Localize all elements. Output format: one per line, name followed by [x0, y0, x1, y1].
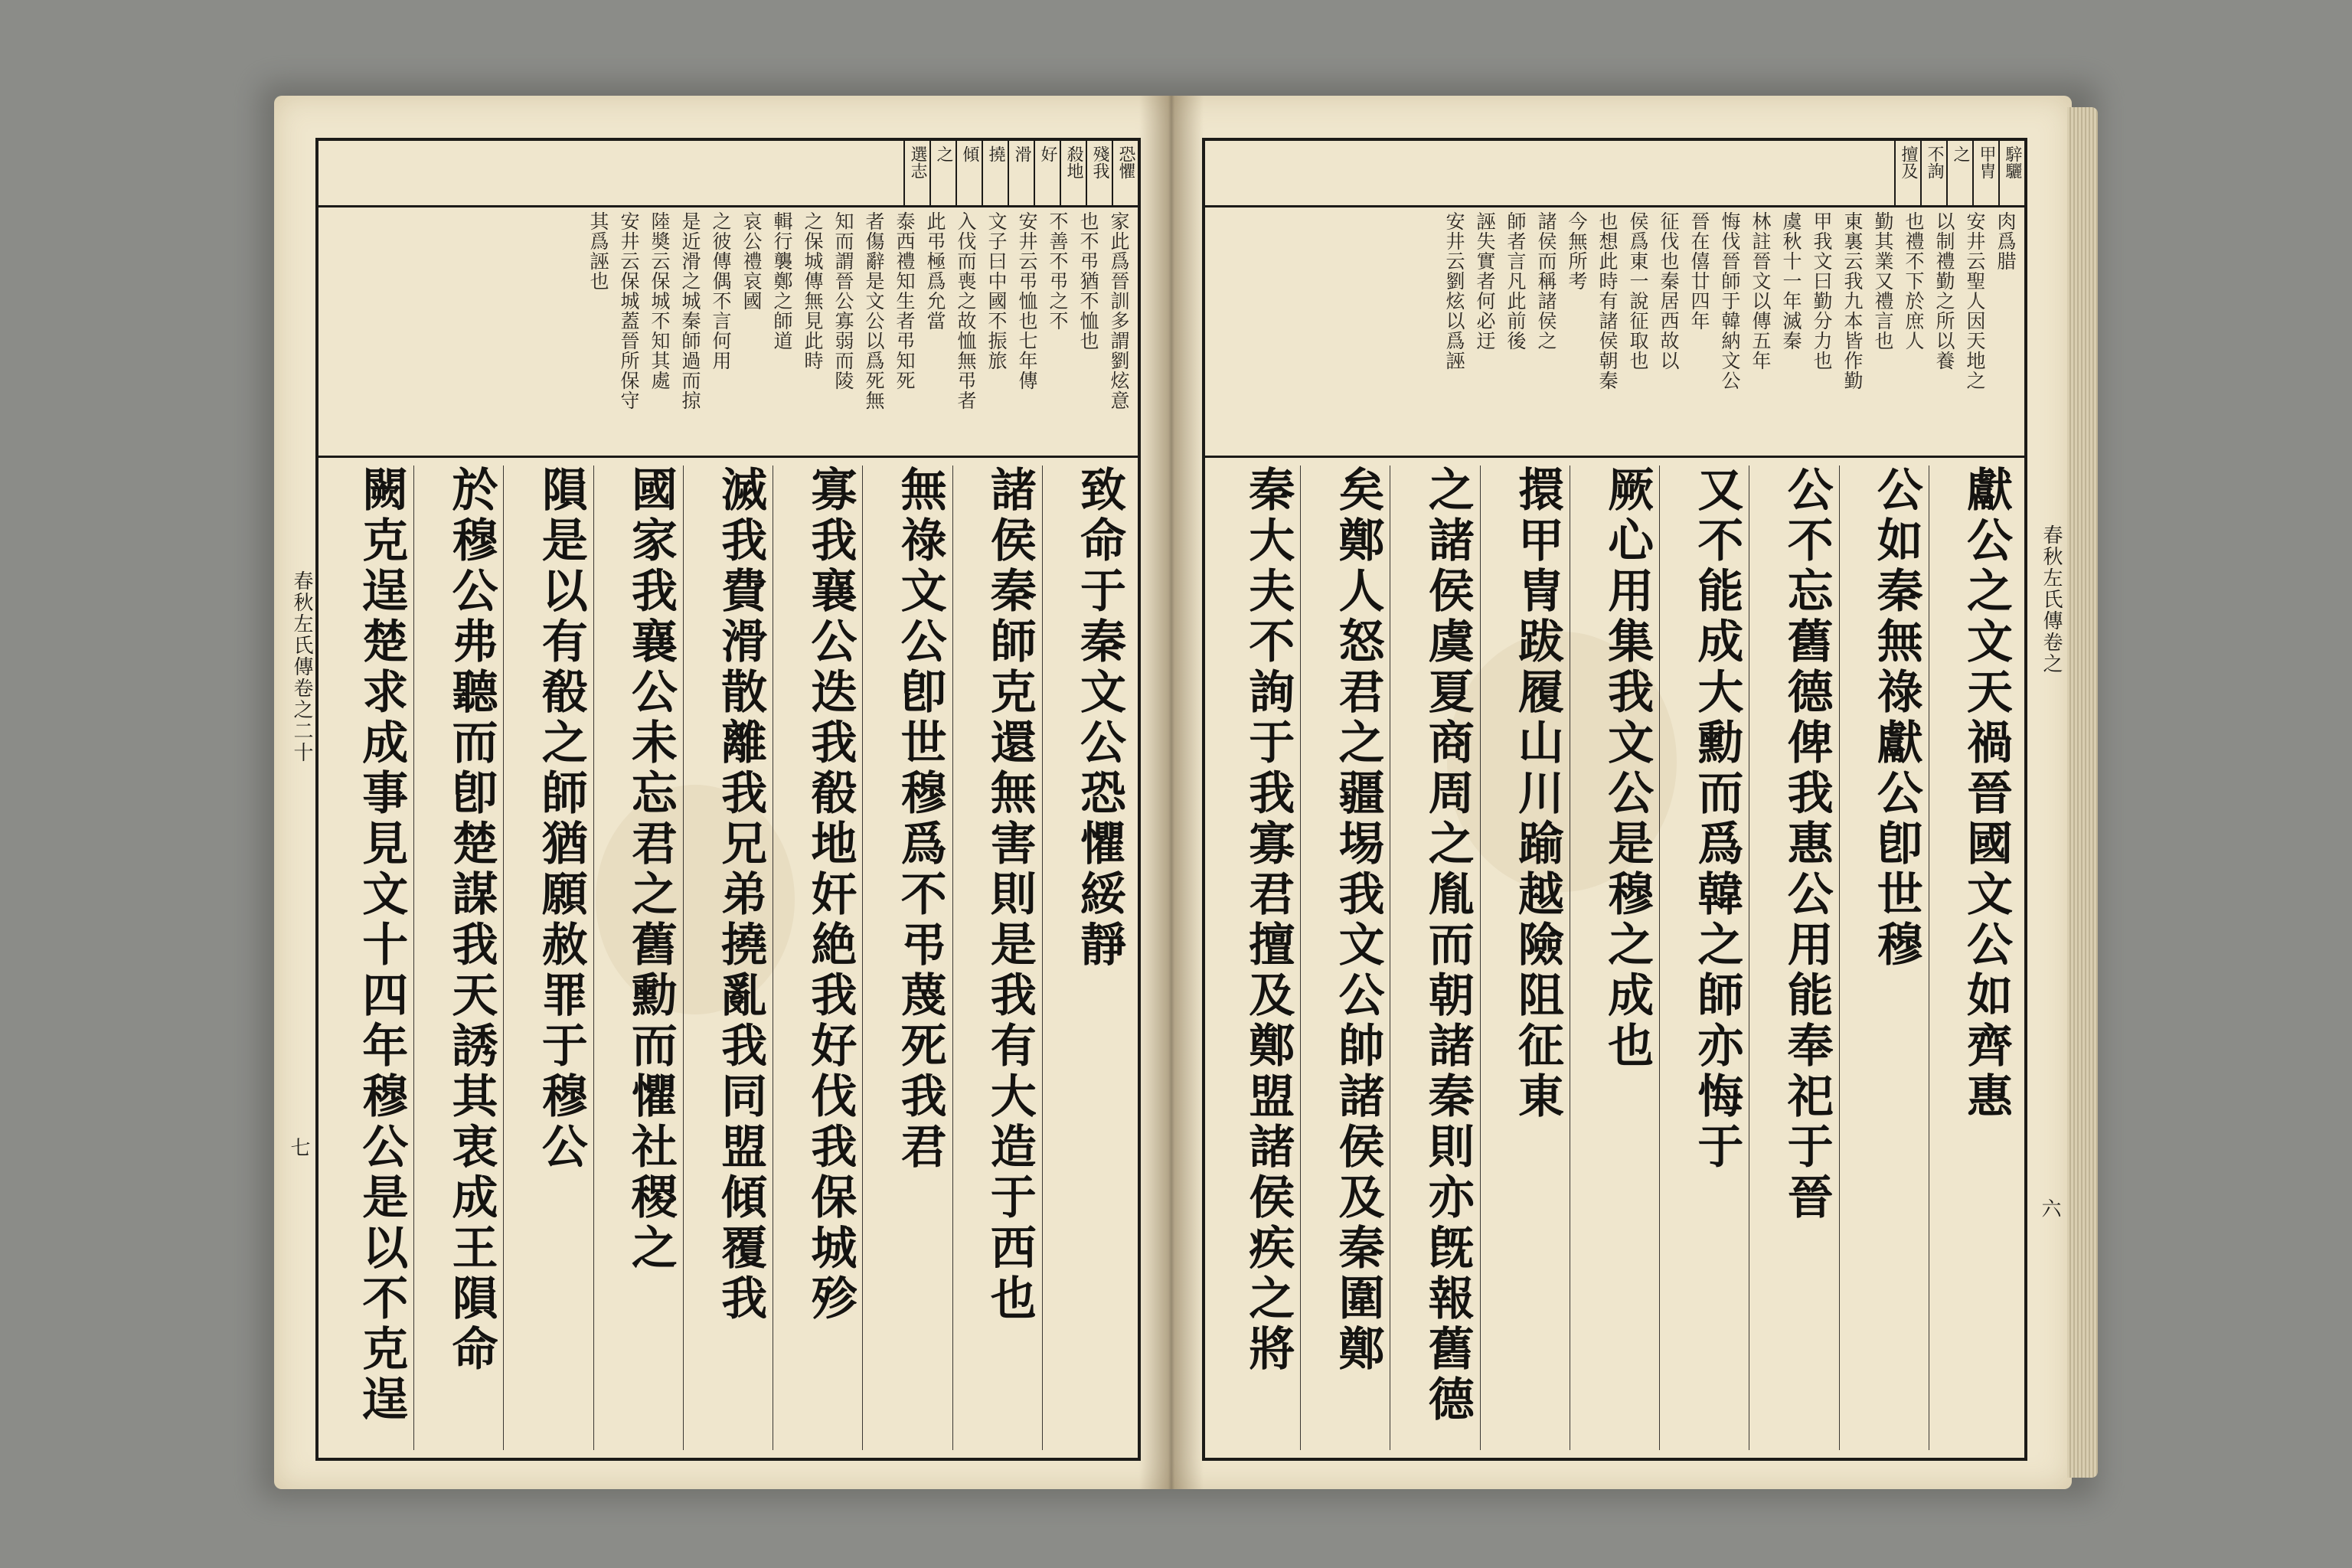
left-page [274, 96, 1171, 1489]
left-annotation: 陸奬云保城不知其處 [648, 211, 671, 390]
left-main-column: 國家我襄公未忘君之舊勳而懼社稷之 [593, 466, 683, 1450]
left-annotation: 知而謂晉公寡弱而陵 [832, 211, 854, 390]
right-main-column: 公不忘舊德俾我惠公用能奉祀于晉 [1749, 466, 1838, 1450]
right-annotation: 甲我文曰勤分力也 [1811, 211, 1833, 371]
right-main-column: 之諸侯虞夏商周之胤而朝諸秦則亦旣報舊德 [1390, 466, 1479, 1450]
left-annotation: 此弔極爲允當 [924, 211, 946, 331]
left-header-cell: 殘我 [1086, 141, 1112, 205]
left-annotation: 輯行襲鄭之師道 [771, 211, 793, 351]
left-annotation: 入伐而喪之故恤無弔者 [955, 211, 977, 410]
left-header-cell: 之 [929, 141, 956, 205]
right-annotation: 安井云劉炫以爲誣 [1443, 211, 1465, 371]
left-annotation: 泰西禮知生者弔知死 [893, 211, 916, 390]
left-header-cell: 恐懼 [1112, 141, 1138, 205]
left-annotation: 安井云弔恤也七年傳 [1016, 211, 1038, 390]
left-annotation: 不善不弔之不 [1047, 211, 1069, 331]
left-annotation-band [318, 205, 1138, 458]
left-annotation: 者傷辭是文公以爲死無 [863, 211, 885, 410]
right-side-tab: 春秋左氏傳卷之 [2040, 524, 2063, 675]
right-annotation: 今無所考 [1566, 211, 1588, 291]
right-header-cell: 甲胄 [1972, 141, 1998, 205]
right-main-column: 公如秦無祿獻公卽世穆 [1839, 466, 1929, 1450]
left-annotation: 是近滑之城秦師過而掠 [679, 211, 701, 410]
left-main-column: 致命于秦文公恐懼綏靜 [1042, 466, 1132, 1450]
right-annotation: 林註晉文以傳五年 [1749, 211, 1772, 371]
right-annotation: 以制禮勤之所以養 [1933, 211, 1955, 371]
right-text-frame [1202, 138, 2027, 1461]
left-annotation: 安井云保城蓋晉所保守 [618, 211, 640, 410]
right-main-column: 又不能成大勳而爲韓之師亦悔于 [1659, 466, 1749, 1450]
right-annotation: 侯爲東一說征取也 [1627, 211, 1649, 371]
right-header-cell: 之 [1946, 141, 1972, 205]
right-annotation-band [1205, 205, 2024, 458]
left-header-row [318, 141, 1138, 207]
right-main-text [1205, 458, 2024, 1458]
left-header-cell: 傾 [956, 141, 982, 205]
right-annotation: 東裏云我九本皆作勤 [1841, 211, 1864, 390]
left-annotation: 文子曰中國不振旅 [985, 211, 1008, 371]
left-main-text [318, 458, 1138, 1458]
left-header-cell: 選志 [903, 141, 929, 205]
right-folio: 六 [2038, 1198, 2061, 1218]
right-header-cell: 擅及 [1894, 141, 1920, 205]
right-annotation: 虞秋十一年滅秦 [1780, 211, 1802, 351]
right-annotation: 安井云聖人因天地之 [1964, 211, 1986, 390]
right-page [1171, 96, 2072, 1489]
right-annotation: 悔伐晉師于韓納文公 [1719, 211, 1741, 390]
left-main-column: 無祿文公卽世穆爲不弔蔑死我君 [862, 466, 952, 1450]
left-main-column: 於穆公弗聽而卽楚謀我天誘其衷成王隕命 [413, 466, 503, 1450]
right-annotation: 肉爲腊 [1994, 211, 2017, 271]
left-header-cell: 滑 [1008, 141, 1034, 205]
right-header-cell: 不詢 [1920, 141, 1946, 205]
book-gutter [1139, 96, 1204, 1489]
right-annotation: 勤其業又禮言也 [1872, 211, 1894, 351]
right-main-column: 矣鄭人怒君之疆埸我文公帥諸侯及秦圍鄭 [1300, 466, 1390, 1450]
left-annotation: 其爲誣也 [587, 211, 609, 291]
left-main-column: 闕克逞楚求成事見文十四年穆公是以不克逞 [354, 466, 409, 1426]
right-annotation: 也禮不下於庶人 [1903, 211, 1925, 351]
left-main-column: 寡我襄公迭我殽地奸絶我好伐我保城殄 [773, 466, 862, 1450]
left-annotation: 也不弔猶不恤也 [1077, 211, 1099, 351]
left-folio: 七 [287, 1137, 310, 1157]
left-annotation: 之彼傳偶不言何用 [710, 211, 732, 371]
right-main-column: 厥心用集我文公是穆之成也 [1570, 466, 1659, 1450]
right-annotation: 征伐也秦居西故以 [1658, 211, 1680, 371]
right-header-cell: 騂驪 [1998, 141, 2024, 205]
right-annotation: 誣失實者何必迂 [1474, 211, 1496, 351]
right-annotation: 師者言凡此前後 [1504, 211, 1527, 351]
left-header-cell: 殺地 [1060, 141, 1086, 205]
right-main-column: 獻公之文天禍晉國文公如齊惠 [1929, 466, 2018, 1450]
left-annotation: 之保城傳無見此時 [802, 211, 824, 371]
right-main-column: 擐甲冑跋履山川踰越險阻征東 [1480, 466, 1570, 1450]
left-annotation: 家此爲晉訓多謂劉炫意 [1108, 211, 1130, 410]
right-main-column: 秦大夫不詢于我寡君擅及鄭盟諸侯疾之將 [1241, 466, 1295, 1375]
left-header-cell: 好 [1034, 141, 1060, 205]
left-main-column: 諸侯秦師克還無害則是我有大造于西也 [952, 466, 1042, 1450]
right-annotation: 晉在僖廿四年 [1688, 211, 1710, 331]
left-main-column: 隕是以有殽之師猶願赦罪于穆公 [503, 466, 593, 1450]
right-annotation: 諸侯而稱諸侯之 [1535, 211, 1557, 351]
page-edges [2067, 107, 2098, 1478]
left-text-frame [315, 138, 1141, 1461]
right-header-row [1205, 141, 2024, 207]
left-annotation: 哀公禮哀國 [740, 211, 763, 311]
right-annotation: 也想此時有諸侯朝秦 [1596, 211, 1619, 390]
left-header-cell: 撓 [982, 141, 1008, 205]
left-side-tab: 春秋左氏傳卷之二十 [290, 570, 313, 763]
left-main-column: 滅我費滑散離我兄弟撓亂我同盟傾覆我 [683, 466, 773, 1450]
